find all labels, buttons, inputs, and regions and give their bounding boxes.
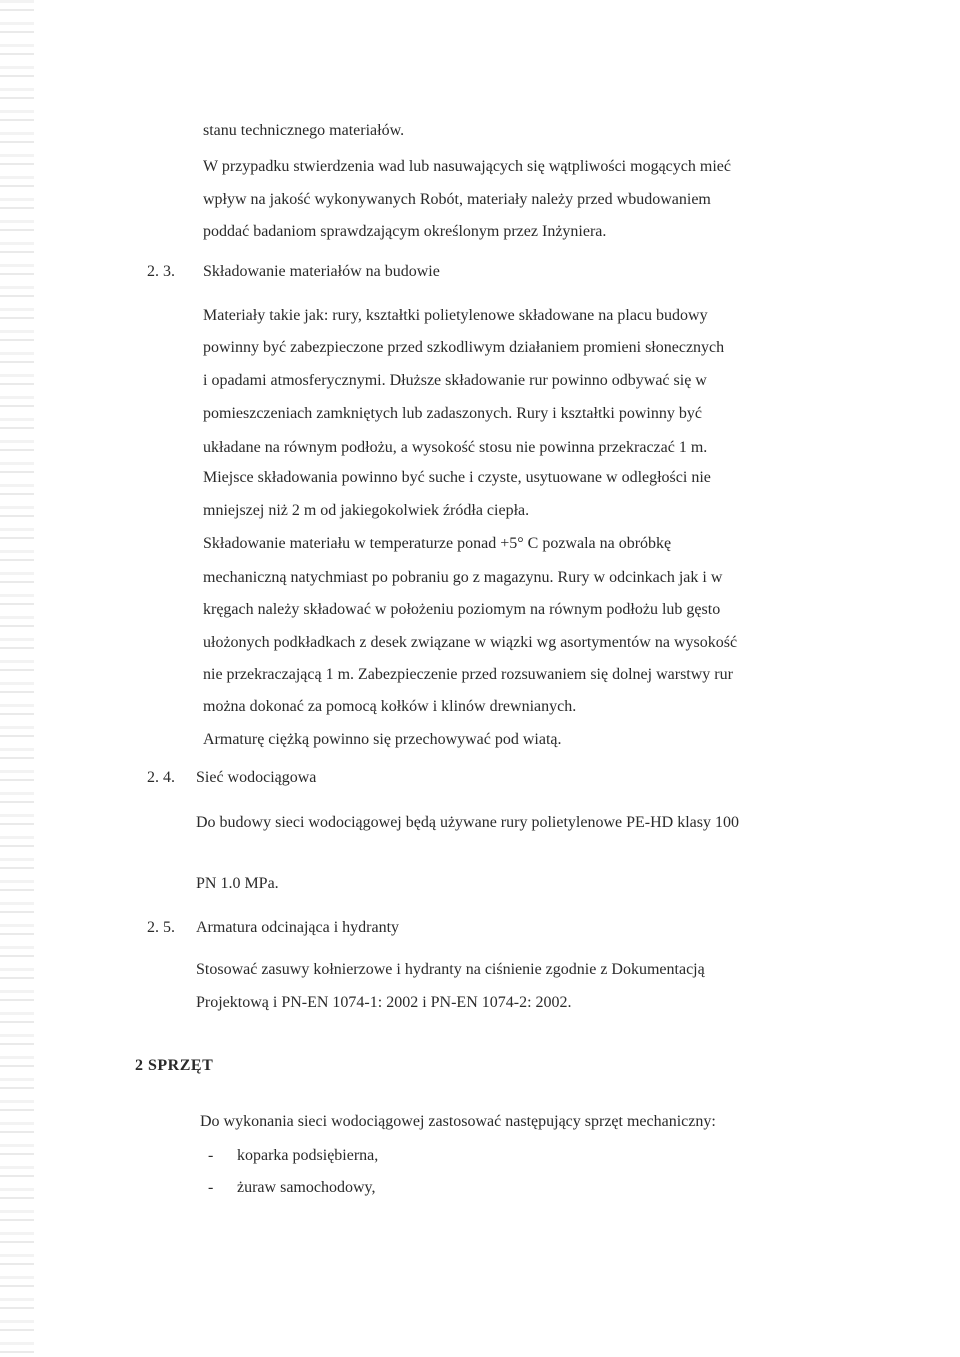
list-item-bullet: - bbox=[208, 1179, 214, 1196]
section-title: Sieć wodociągowa bbox=[196, 769, 317, 786]
section-number: 2. 3. bbox=[147, 263, 175, 280]
paragraph-line: powinny być zabezpieczone przed szkodliwym działaniem promieni słonecznych bbox=[203, 339, 725, 356]
paragraph-line: nie przekraczającą 1 m. Zabezpieczenie przed rozsuwaniem się dolnej warstwy rur bbox=[203, 666, 733, 683]
paragraph-line: PN 1.0 MPa. bbox=[196, 875, 279, 892]
intro-line: stanu technicznego materiałów. bbox=[203, 122, 405, 139]
section-title: Armatura odcinająca i hydranty bbox=[196, 919, 400, 936]
intro-line: wpływ na jakość wykonywanych Robót, materiały należy przed wbudowaniem bbox=[203, 191, 711, 208]
paragraph-line: układane na równym podłożu, a wysokość stosu nie powinna przekraczać 1 m. bbox=[203, 439, 708, 456]
paragraph-line: kręgach należy składować w położeniu poziomym na równym podłożu lub gęsto bbox=[203, 601, 721, 618]
paragraph-line: można dokonać za pomocą kołków i klinów drewnianych. bbox=[203, 698, 577, 715]
paragraph-line: ułożonych podkładkach z desek związane w wiązki wg asortymentów na wysokość bbox=[203, 634, 738, 651]
intro-line: poddać badaniom sprawdzającym określonym przez Inżyniera. bbox=[203, 223, 607, 240]
paragraph-line: Do budowy sieci wodociągowej będą używane rury polietylenowe PE-HD klasy 100 bbox=[196, 814, 739, 831]
chapter-heading: 2 SPRZĘT bbox=[135, 1057, 214, 1074]
paragraph-line: Składowanie materiału w temperaturze ponad +5° C pozwala na obróbkę bbox=[203, 535, 672, 552]
paragraph-line: Do wykonania sieci wodociągowej zastosować następujący sprzęt mechaniczny: bbox=[200, 1113, 716, 1130]
list-item: żuraw samochodowy, bbox=[237, 1179, 376, 1196]
paragraph-line: Miejsce składowania powinno być suche i czyste, usytuowane w odległości nie bbox=[203, 469, 711, 486]
paragraph-line: Armaturę ciężką powinno się przechowywać pod wiatą. bbox=[203, 731, 562, 748]
section-number: 2. 5. bbox=[147, 919, 175, 936]
paragraph-line: mniejszej niż 2 m od jakiegokolwiek źródła ciepła. bbox=[203, 502, 530, 519]
intro-line: W przypadku stwierdzenia wad lub nasuwających się wątpliwości mogących mieć bbox=[203, 158, 731, 175]
paragraph-line: pomieszczeniach zamkniętych lub zadaszonych. Rury i kształtki powinny być bbox=[203, 405, 702, 422]
paragraph-line: Stosować zasuwy kołnierzowe i hydranty na ciśnienie zgodnie z Dokumentacją bbox=[196, 961, 705, 978]
paragraph-line: i opadami atmosferycznymi. Dłuższe składowanie rur powinno odbywać się w bbox=[203, 372, 707, 389]
list-item: koparka podsiębierna, bbox=[237, 1147, 379, 1164]
section-number: 2. 4. bbox=[147, 769, 175, 786]
paragraph-line: Materiały takie jak: rury, kształtki polietylenowe składowane na placu budowy bbox=[203, 307, 708, 324]
paragraph-line: Projektową i PN-EN 1074-1: 2002 i PN-EN 1074-2: 2002. bbox=[196, 994, 572, 1011]
section-title: Składowanie materiałów na budowie bbox=[203, 263, 440, 280]
list-item-bullet: - bbox=[208, 1147, 214, 1164]
scan-edge-artifact bbox=[0, 0, 34, 1357]
paragraph-line: mechaniczną natychmiast po pobraniu go z magazynu. Rury w odcinkach jak i w bbox=[203, 569, 723, 586]
